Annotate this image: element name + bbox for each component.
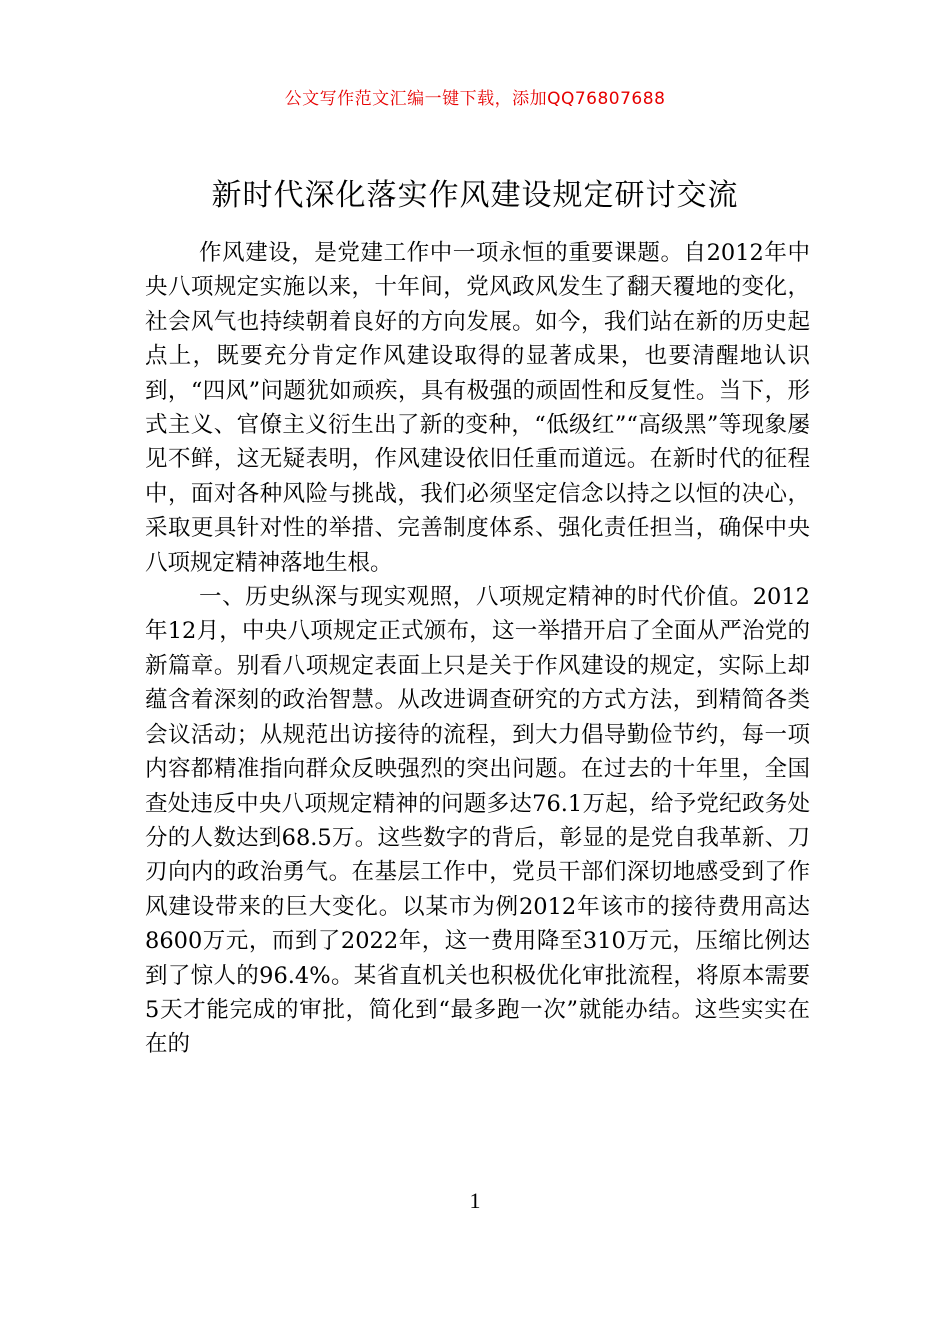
document-body: [145, 236, 810, 1062]
page-number: 1: [469, 1188, 481, 1213]
promo-banner: 公文写作范文汇编一键下载，添加QQ76807688: [284, 89, 666, 109]
paragraph-section-one: 一、历史纵深与现实观照，八项规定精神的时代价值。2012年12月，中央八项规定正式颁布，这一举措开启了全面从严治党的新篇章。别看八项规定表面上只是关于作风建设的规定，实际上却蕴含着深刻的政治智慧。从改进调查研究的方式方法，到精简各类会议活动；从规范出访接待的流程，到大力倡导勤俭节约，每一项内容都精准指向群众反映强烈的突出问题。在过去的十年里，全国查处违反中央八项规定精神的问题多达76.1万起，给予党纪政务处分的人数达到68.5万。这些数字的背后，彰显的是党自我革新、刀刃向内的政治勇气。在基层工作中，党员干部们深切地感受到了作风建设带来的巨大变化。以某市为例2012年该市的接待费用高达8600万元，而到了2022年，这一费用降至310万元，压缩比例达到了惊人的96.4%。某省直机关也积极优化审批流程，将原本需要5天才能完成的审批，简化到“最多跑一次”就能办结。这些实实在在的: [145, 584, 810, 1058]
paragraph-intro: 作风建设，是党建工作中一项永恒的重要课题。自2012年中央八项规定实施以来，十年间，党风政风发生了翻天覆地的变化，社会风气也持续朝着良好的方向发展。如今，我们站在新的历史起点上，既要充分肯定作风建设取得的显著成果，也要清醒地认识到，“四风”问题犹如顽疾，具有极强的顽固性和反复性。当下，形式主义、官僚主义衍生出了新的变种，“低级红”“高级黑”等现象屡见不鲜，这无疑表明，作风建设依旧任重而道远。在新时代的征程中，面对各种风险与挑战，我们必须坚定信念以持之以恒的决心，采取更具针对性的举措、完善制度体系、强化责任担当，确保中央八项规定精神落地生根。: [145, 240, 810, 576]
document-title: 新时代深化落实作风建设规定研讨交流: [211, 178, 739, 213]
